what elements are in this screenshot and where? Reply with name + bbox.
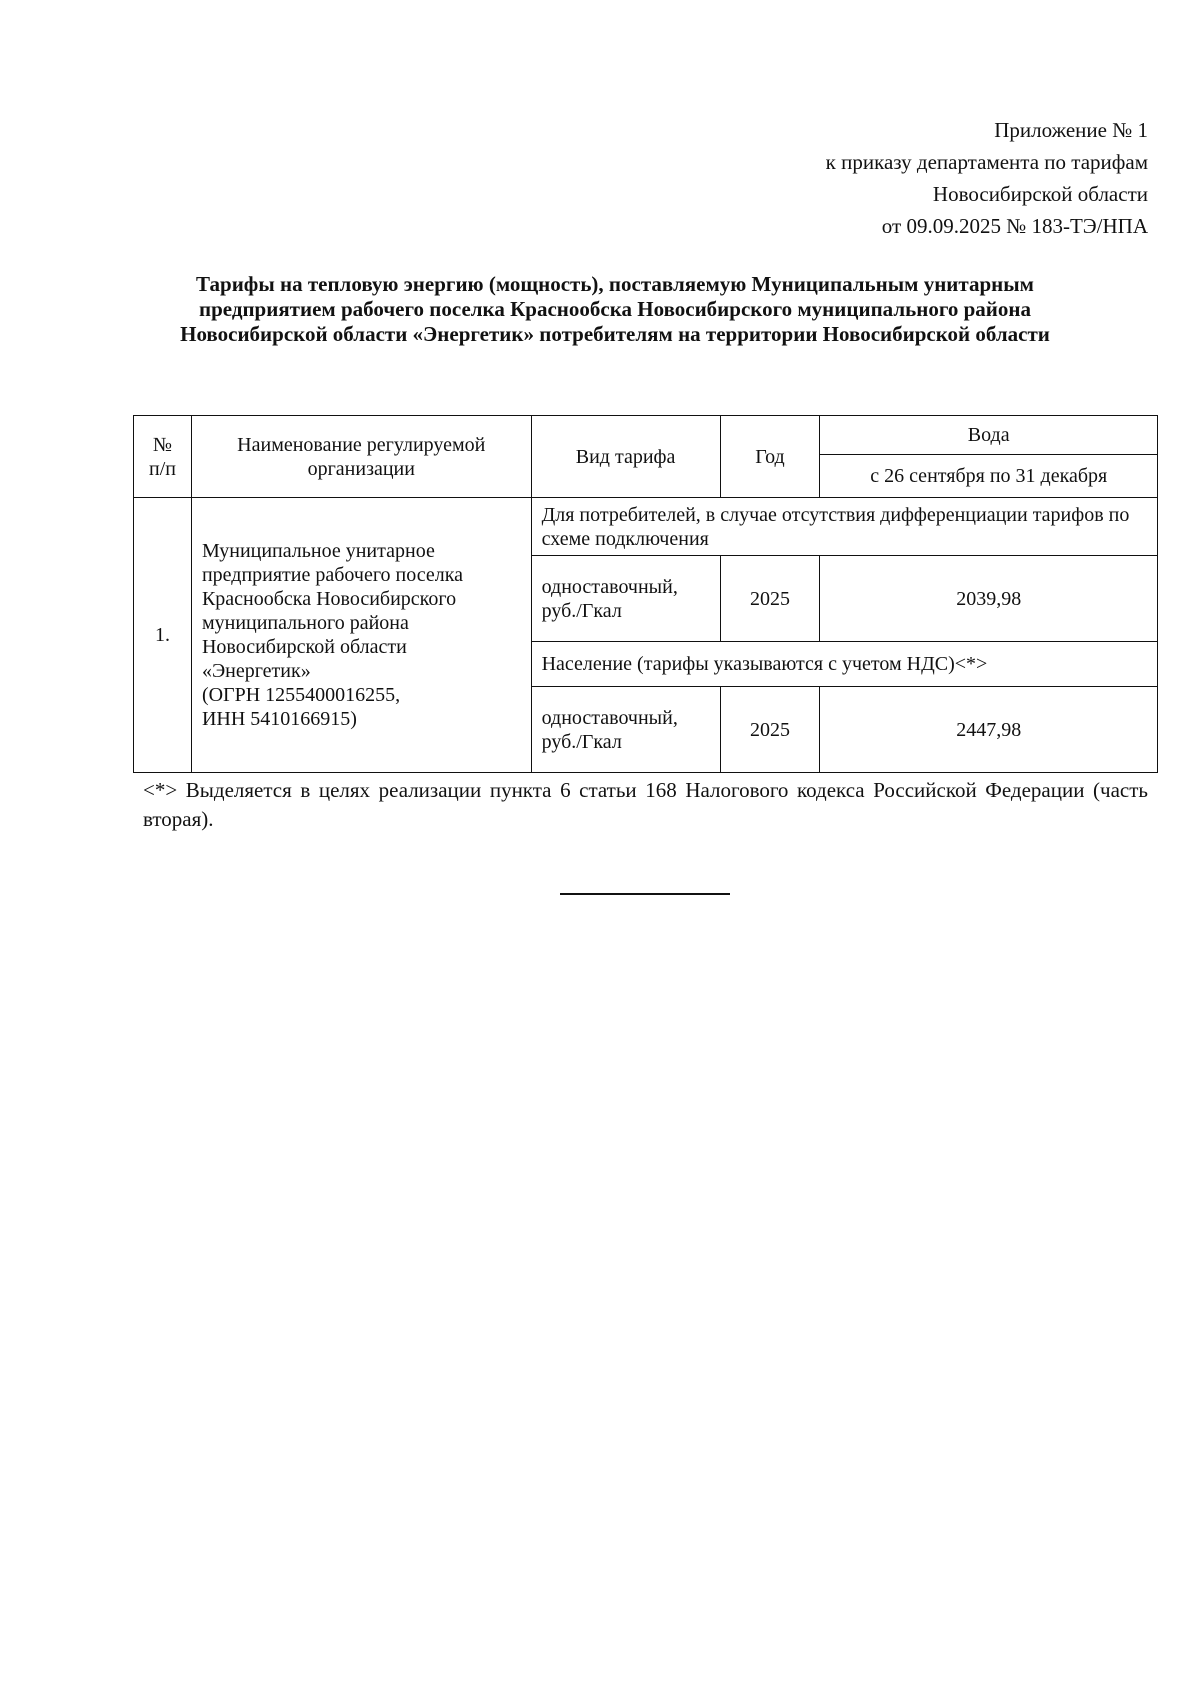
- organization-line: муниципального района: [201, 612, 409, 634]
- tariff-type-line-1: одноставочный,: [541, 706, 678, 729]
- appendix-line-3: Новосибирской области: [932, 182, 1148, 206]
- tariff-value-cell: 2447,98: [820, 687, 1158, 773]
- appendix-line-1: Приложение № 1: [994, 118, 1148, 142]
- organization-line: ИНН 5410166915): [201, 708, 357, 730]
- tariff-type-cell: [531, 556, 720, 642]
- header-number-line-2: п/п: [148, 457, 176, 480]
- header-period: с 26 сентября по 31 декабря: [820, 455, 1158, 498]
- appendix-line-2: к приказу департамента по тарифам: [825, 150, 1148, 174]
- tariff-year-cell: 2025: [720, 556, 820, 642]
- section-label-consumers: Для потребителей, в случае отсутствия дифференциации тарифов по схеме подключения: [531, 498, 1157, 556]
- tariff-value-cell: 2039,98: [820, 556, 1158, 642]
- tariff-type-cell: [531, 687, 720, 773]
- tariff-type-line-1: одноставочный,: [541, 575, 678, 598]
- organization-line: предприятие рабочего поселка: [201, 564, 464, 586]
- header-number: [134, 416, 192, 498]
- table-row: [134, 498, 1158, 556]
- table-header-row: [134, 416, 1158, 455]
- organization-line: (ОГРН 1255400016255,: [201, 684, 401, 706]
- document-title: Тарифы на тепловую энергию (мощность), поставляемую Муниципальным унитарным предприятием рабочего поселка Краснообска Новосибирского муниципального района Новосибирской области «Энергетик» потребителям на территории Новосибирской области: [180, 272, 1050, 346]
- separator-line: [560, 893, 730, 895]
- appendix-line-4: от 09.09.2025 № 183-ТЭ/НПА: [881, 214, 1148, 238]
- organization-name: [191, 498, 531, 773]
- tariff-type-line-2: руб./Гкал: [541, 599, 622, 622]
- appendix-header: [826, 114, 1148, 242]
- organization-line: Муниципальное унитарное: [201, 540, 435, 562]
- section-label-population: Население (тарифы указываются с учетом НДС)<*>: [531, 642, 1157, 687]
- footnote: <*> Выделяется в целях реализации пункта 6 статьи 168 Налогового кодекса Российской Федерации (часть вторая).: [143, 778, 1148, 831]
- header-number-line-1: №: [152, 433, 173, 456]
- organization-line: Краснообска Новосибирского: [201, 588, 457, 610]
- header-organization: Наименование регулируемой организации: [191, 416, 531, 498]
- tariff-table: [133, 415, 1158, 773]
- organization-line: Новосибирской области: [201, 636, 407, 658]
- organization-line: «Энергетик»: [201, 660, 311, 682]
- tariff-year-cell: 2025: [720, 687, 820, 773]
- header-tariff-type: Вид тарифа: [531, 416, 720, 498]
- tariff-type-line-2: руб./Гкал: [541, 730, 622, 753]
- row-number: 1.: [134, 498, 192, 773]
- header-year: Год: [720, 416, 820, 498]
- header-water: Вода: [820, 416, 1158, 455]
